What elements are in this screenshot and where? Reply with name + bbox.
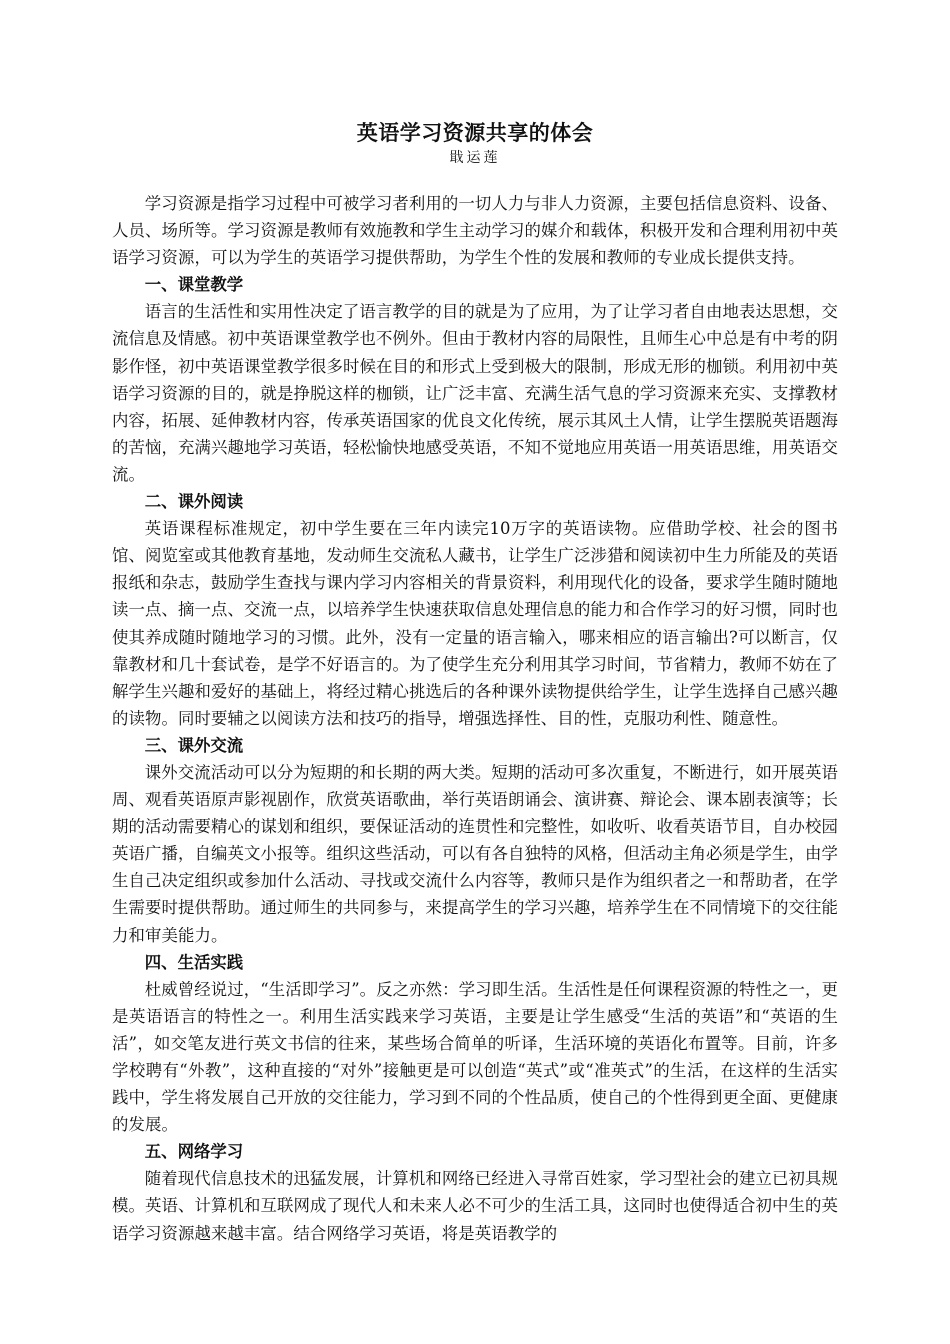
- section-heading: 一、课堂教学: [144, 275, 244, 295]
- intro-paragraph: 学习资源是指学习过程中可被学习者利用的一切人力与非人力资源，主要包括信息资料、设备、人员、场所等。学习资源是教师有效施教和学生主动学习的媒介和载体，积极开发和合理利用初中英语学习资源，可以为学生的英语学习提供帮助，为学生个性的发展和教师的专业成长提供支持。: [112, 194, 838, 268]
- document-title: 英语学习资源共享的体会: [356, 120, 594, 145]
- section-extracurricular-exchange: [112, 732, 838, 949]
- section-life-practice: [112, 949, 838, 1139]
- section-body: 语言的生活性和实用性决定了语言教学的目的就是为了应用，为了让学习者自由地表达思想，交流信息及情感。初中英语课堂教学也不例外。但由于教材内容的局限性，且师生心中总是有中考的阴影作怪，初中英语课堂教学很多时候在目的和形式上受到极大的限制，形成无形的枷锁。利用初中英语学习资源的目的，就是挣脱这样的枷锁，让广泛丰富、充满生活气息的学习资源来充实、支撑教材内容，拓展、延伸教材内容，传承英语国家的优良文化传统，展示其风土人情，让学生摆脱英语题海的苦恼，充满兴趣地学习英语，轻松愉快地感受英语，不知不觉地应用英语一用英语思维，用英语交流。: [112, 302, 838, 484]
- section-heading: 四、生活实践: [144, 952, 244, 972]
- document-author: 戢运莲: [449, 150, 501, 166]
- section-classroom-teaching: [112, 271, 838, 488]
- section-body: 杜威曾经说过，“生活即学习”。反之亦然：学习即生活。生活性是任何课程资源的特性之一，更是英语语言的特性之一。利用生活实践来学习英语，主要是让学生感受“生活的英语”和“英语的生活”，如交笔友进行英文书信的往来，某些场合简单的听译，生活环境的英语化布置等。目前，许多学校聘有“外教”，这种直接的“对外”接触更是可以创造“英式”或“准英式”的生活，在这样的生活实践中，学生将发展自己开放的交往能力，学习到不同的个性品质，使自己的个性得到更全面、更健康的发展。: [112, 979, 838, 1135]
- section-heading: 五、网络学习: [144, 1142, 244, 1162]
- section-extracurricular-reading: [112, 488, 838, 732]
- section-heading: 二、课外阅读: [144, 492, 244, 512]
- section-online-learning: [112, 1138, 838, 1246]
- document-page: [112, 118, 838, 1247]
- section-heading: 三、课外交流: [144, 735, 244, 755]
- section-body: 课外交流活动可以分为短期的和长期的两大类。短期的活动可多次重复，不断进行，如开展英语周、观看英语原声影视剧作，欣赏英语歌曲，举行英语朗诵会、演讲赛、辩论会、课本剧表演等；长期的活动需要精心的谋划和组织，要保证活动的连贯性和完整性，如收听、收看英语节目，自办校园英语广播，自编英文小报等。组织这些活动，可以有各自独特的风格，但活动主角必须是学生，由学生自己决定组织或参加什么活动、寻找或交流什么内容等，教师只是作为组织者之一和帮助者，在学生需要时提供帮助。通过师生的共同参与，来提高学生的学习兴趣，培养学生在不同情境下的交往能力和审美能力。: [112, 762, 838, 945]
- section-body: 随着现代信息技术的迅猛发展，计算机和网络已经进入寻常百姓家，学习型社会的建立已初具规模。英语、计算机和互联网成了现代人和未来人必不可少的生活工具，这同时也使得适合初中生的英语学习资源越来越丰富。结合网络学习英语，将是英语教学的: [112, 1169, 838, 1243]
- section-body: 英语课程标准规定，初中学生要在三年内读完10万字的英语读物。应借助学校、社会的图书馆、阅览室或其他教育基地，发动师生交流私人藏书，让学生广泛涉猎和阅读初中生力所能及的英语报纸和杂志，鼓励学生查找与课内学习内容相关的背景资料，利用现代化的设备，要求学生随时随地读一点、摘一点、交流一点，以培养学生快速获取信息处理信息的能力和合作学习的好习惯，同时也使其养成随时随地学习的习惯。此外，没有一定量的语言输入，哪来相应的语言输出?可以断言，仅靠教材和几十套试卷，是学不好语言的。为了使学生充分利用其学习时间，节省精力，教师不妨在了解学生兴趣和爱好的基础上，将经过精心挑选后的各种课外读物提供给学生，让学生选择自己感兴趣的读物。同时要辅之以阅读方法和技巧的指导，增强选择性、目的性，克服功利性、随意性。: [112, 519, 838, 728]
